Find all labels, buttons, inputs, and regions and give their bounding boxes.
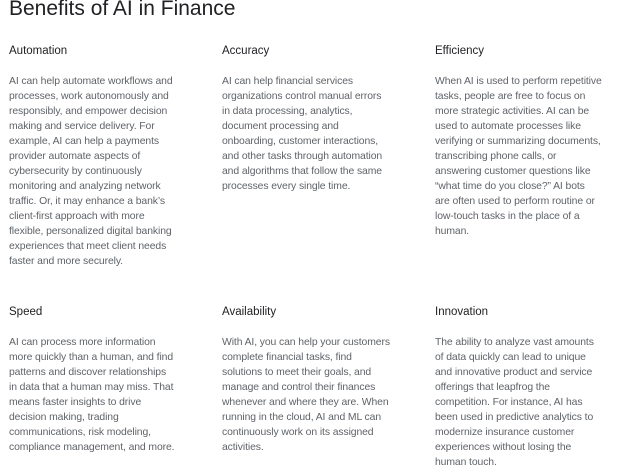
card-body-line: document processing and xyxy=(222,121,339,132)
card-body-line: faster and more securely. xyxy=(9,256,123,267)
card-body xyxy=(222,74,412,194)
card-body-line: flexible, personalized digital banking xyxy=(9,226,172,237)
benefit-card-availability xyxy=(222,305,412,455)
card-body-line: more quickly than a human, and find xyxy=(9,352,174,363)
card-body-line: processes every single time. xyxy=(222,181,351,192)
card-body-line: tasks, people are free to focus on xyxy=(435,91,586,102)
card-body xyxy=(435,335,625,470)
card-body-line: in data that a human may miss. That xyxy=(9,382,174,393)
card-body-line: AI can help automate workflows and xyxy=(9,76,173,87)
card-heading: Efficiency xyxy=(435,45,485,57)
card-body-line: means faster insights to drive xyxy=(9,397,142,408)
card-body-line: organizations control manual errors xyxy=(222,91,382,102)
card-body-line: making and service delivery. For xyxy=(9,121,155,132)
card-heading: Innovation xyxy=(435,306,489,318)
card-body-line: AI can help financial services xyxy=(222,76,353,87)
card-body-line: client-first approach with more xyxy=(9,211,145,222)
card-body-line: experiences without losing the xyxy=(435,442,572,453)
card-heading: Accuracy xyxy=(222,45,270,57)
card-body-line: and algorithms that follow the same xyxy=(222,166,382,177)
card-body-line: manage and control their finances xyxy=(222,382,376,393)
card-body-line: monitoring and analyzing network xyxy=(9,181,161,192)
benefit-card-speed xyxy=(9,305,199,455)
card-body-line: solutions to meet their goals, and xyxy=(222,367,372,378)
card-body-line: in data processing, analytics, xyxy=(222,106,353,117)
card-body-line: decision making, trading xyxy=(9,412,119,423)
card-body xyxy=(435,74,625,239)
card-body-line: onboarding, customer interactions, xyxy=(222,136,379,147)
card-body-line: transcribing phone calls, or xyxy=(435,151,557,162)
card-body-line: used to automate processes like xyxy=(435,121,581,132)
benefit-card-automation xyxy=(9,44,199,269)
card-body-line: and innovative product and service xyxy=(435,367,593,378)
benefit-card-innovation xyxy=(435,305,625,470)
card-body-line: more strategic activities. AI can be xyxy=(435,106,590,117)
card-body-line: activities. xyxy=(222,442,264,453)
card-body-line: processes, work autonomously and xyxy=(9,91,169,102)
card-body-line: When AI is used to perform repetitive xyxy=(435,76,602,87)
card-body xyxy=(9,335,199,455)
card-body-line: experiences that meet client needs xyxy=(9,241,167,252)
card-body-line: patterns and discover relationships xyxy=(9,367,167,378)
card-body-line: complete financial tasks, find xyxy=(222,352,352,363)
card-heading: Availability xyxy=(222,306,277,318)
benefit-card-accuracy xyxy=(222,44,412,194)
card-body-line: cybersecurity by continuously xyxy=(9,166,142,177)
card-body-line: provider automate aspects of xyxy=(9,151,141,162)
card-body-line: With AI, you can help your customers xyxy=(222,337,390,348)
card-body-line: AI can process more information xyxy=(9,337,156,348)
card-body-line: human touch. xyxy=(435,457,497,468)
card-body-line: verifying or summarizing documents, xyxy=(435,136,601,147)
card-body-line: are often used to perform routine or xyxy=(435,196,595,207)
card-body-line: been used in predictive analytics to xyxy=(435,412,594,423)
card-body-line: communications, risk modeling, xyxy=(9,427,151,438)
card-body-line: human. xyxy=(435,226,470,237)
card-body-line: modernize insurance customer xyxy=(435,427,575,438)
card-body-line: example, AI can help a payments xyxy=(9,136,159,147)
card-body-line: of data quickly can lead to unique xyxy=(435,352,586,363)
card-body xyxy=(222,335,412,455)
card-body-line: whenever and where they are. When xyxy=(222,397,389,408)
card-body-line: traffic. Or, it may enhance a bank’s xyxy=(9,196,165,207)
benefit-card-efficiency xyxy=(435,44,625,239)
card-heading: Automation xyxy=(9,45,68,57)
card-body-line: compliance management, and more. xyxy=(9,442,175,453)
page-title: Benefits of AI in Finance xyxy=(9,0,236,20)
card-body xyxy=(9,74,199,269)
card-body-line: offerings that leapfrog the xyxy=(435,382,550,393)
card-body-line: competition. For instance, AI has xyxy=(435,397,583,408)
card-body-line: responsibly, and empower decision xyxy=(9,106,168,117)
card-body-line: answering customer questions like xyxy=(435,166,591,177)
card-body-line: running in the cloud, AI and ML can xyxy=(222,412,382,423)
card-body-line: “what time do you close?” AI bots xyxy=(435,181,585,192)
card-body-line: The ability to analyze vast amounts xyxy=(435,337,594,348)
card-body-line: continuously work on its assigned xyxy=(222,427,374,438)
card-heading: Speed xyxy=(9,306,43,318)
card-body-line: low-touch tasks in the place of a xyxy=(435,211,580,222)
card-body-line: and other tasks through automation xyxy=(222,151,383,162)
